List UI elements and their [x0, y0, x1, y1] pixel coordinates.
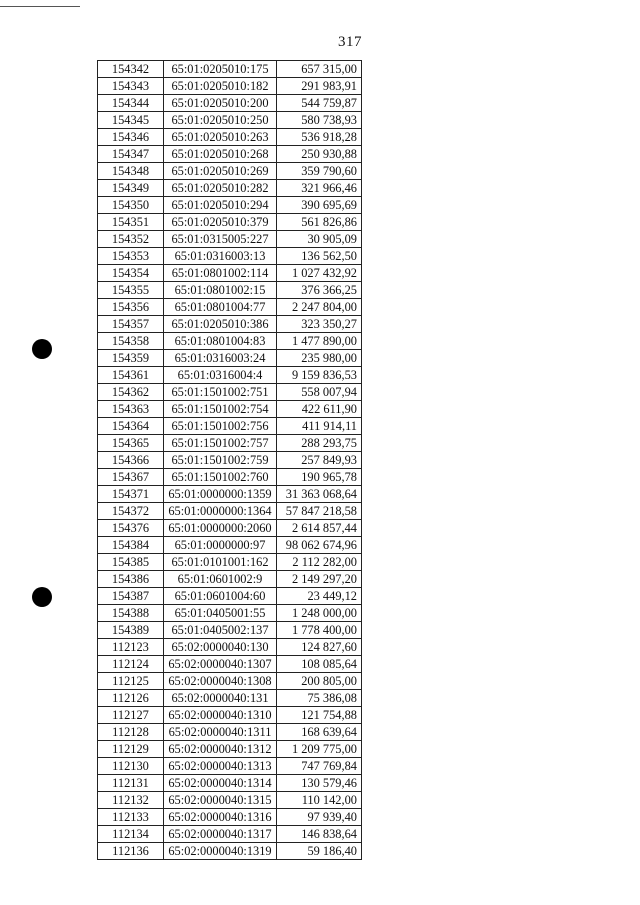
cadastral-value-cell: 1 209 775,00 — [277, 741, 362, 758]
table-row — [98, 333, 362, 350]
table-row — [98, 231, 362, 248]
cadastral-number-cell: 65:01:0205010:294 — [164, 197, 277, 214]
record-number-cell: 154354 — [98, 265, 164, 282]
cadastral-number-cell: 65:01:0205010:386 — [164, 316, 277, 333]
record-number-cell: 154386 — [98, 571, 164, 588]
table-row — [98, 469, 362, 486]
cadastral-number-cell: 65:01:0205010:282 — [164, 180, 277, 197]
registry-table — [97, 60, 362, 860]
cadastral-value-cell: 235 980,00 — [277, 350, 362, 367]
cadastral-value-cell: 9 159 836,53 — [277, 367, 362, 384]
table-row — [98, 163, 362, 180]
record-number-cell: 154362 — [98, 384, 164, 401]
cadastral-value-cell: 2 247 804,00 — [277, 299, 362, 316]
record-number-cell: 154350 — [98, 197, 164, 214]
cadastral-value-cell: 291 983,91 — [277, 78, 362, 95]
record-number-cell: 154358 — [98, 333, 164, 350]
cadastral-value-cell: 1 248 000,00 — [277, 605, 362, 622]
cadastral-value-cell: 422 611,90 — [277, 401, 362, 418]
table-row — [98, 792, 362, 809]
cadastral-number-cell: 65:01:0101001:162 — [164, 554, 277, 571]
cadastral-number-cell: 65:02:0000040:1308 — [164, 673, 277, 690]
table-row — [98, 452, 362, 469]
page-number: 317 — [338, 34, 362, 50]
table-row — [98, 350, 362, 367]
cadastral-number-cell: 65:02:0000040:1310 — [164, 707, 277, 724]
cadastral-number-cell: 65:01:0801002:15 — [164, 282, 277, 299]
cadastral-number-cell: 65:01:0315005:227 — [164, 231, 277, 248]
cadastral-value-cell: 124 827,60 — [277, 639, 362, 656]
cadastral-number-cell: 65:01:0405002:137 — [164, 622, 277, 639]
cadastral-number-cell: 65:01:0000000:1359 — [164, 486, 277, 503]
cadastral-number-cell: 65:02:0000040:1316 — [164, 809, 277, 826]
cadastral-number-cell: 65:01:0205010:250 — [164, 112, 277, 129]
record-number-cell: 112128 — [98, 724, 164, 741]
table-row — [98, 384, 362, 401]
table-row — [98, 826, 362, 843]
record-number-cell: 154352 — [98, 231, 164, 248]
top-edge-line — [0, 6, 80, 7]
record-number-cell: 154342 — [98, 61, 164, 78]
cadastral-number-cell: 65:01:0000000:2060 — [164, 520, 277, 537]
cadastral-number-cell: 65:02:0000040:1317 — [164, 826, 277, 843]
cadastral-number-cell: 65:02:0000040:1307 — [164, 656, 277, 673]
record-number-cell: 154372 — [98, 503, 164, 520]
cadastral-number-cell: 65:02:0000040:130 — [164, 639, 277, 656]
table-row — [98, 95, 362, 112]
cadastral-value-cell: 1 477 890,00 — [277, 333, 362, 350]
cadastral-value-cell: 75 386,08 — [277, 690, 362, 707]
record-number-cell: 112136 — [98, 843, 164, 860]
cadastral-number-cell: 65:01:1501002:754 — [164, 401, 277, 418]
table-row — [98, 588, 362, 605]
cadastral-value-cell: 544 759,87 — [277, 95, 362, 112]
table-row — [98, 282, 362, 299]
record-number-cell: 154365 — [98, 435, 164, 452]
cadastral-value-cell: 130 579,46 — [277, 775, 362, 792]
table-row — [98, 673, 362, 690]
table-row — [98, 146, 362, 163]
record-number-cell: 154355 — [98, 282, 164, 299]
table-row — [98, 299, 362, 316]
cadastral-value-cell: 2 112 282,00 — [277, 554, 362, 571]
cadastral-number-cell: 65:02:0000040:131 — [164, 690, 277, 707]
punch-hole — [32, 587, 52, 607]
cadastral-number-cell: 65:01:1501002:757 — [164, 435, 277, 452]
cadastral-value-cell: 23 449,12 — [277, 588, 362, 605]
cadastral-value-cell: 59 186,40 — [277, 843, 362, 860]
punch-hole — [32, 339, 52, 359]
cadastral-value-cell: 168 639,64 — [277, 724, 362, 741]
record-number-cell: 112129 — [98, 741, 164, 758]
cadastral-value-cell: 98 062 674,96 — [277, 537, 362, 554]
table-row — [98, 112, 362, 129]
record-number-cell: 154357 — [98, 316, 164, 333]
cadastral-value-cell: 376 366,25 — [277, 282, 362, 299]
cadastral-number-cell: 65:01:0601002:9 — [164, 571, 277, 588]
cadastral-number-cell: 65:01:0205010:175 — [164, 61, 277, 78]
record-number-cell: 154361 — [98, 367, 164, 384]
table-row — [98, 61, 362, 78]
table-row — [98, 248, 362, 265]
cadastral-number-cell: 65:02:0000040:1312 — [164, 741, 277, 758]
cadastral-number-cell: 65:01:0205010:200 — [164, 95, 277, 112]
record-number-cell: 112123 — [98, 639, 164, 656]
record-number-cell: 154367 — [98, 469, 164, 486]
cadastral-value-cell: 250 930,88 — [277, 146, 362, 163]
cadastral-value-cell: 200 805,00 — [277, 673, 362, 690]
cadastral-value-cell: 536 918,28 — [277, 129, 362, 146]
record-number-cell: 112124 — [98, 656, 164, 673]
cadastral-value-cell: 1 778 400,00 — [277, 622, 362, 639]
table-row — [98, 367, 362, 384]
cadastral-value-cell: 2 149 297,20 — [277, 571, 362, 588]
cadastral-number-cell: 65:01:0601004:60 — [164, 588, 277, 605]
cadastral-number-cell: 65:02:0000040:1313 — [164, 758, 277, 775]
cadastral-value-cell: 321 966,46 — [277, 180, 362, 197]
table-row — [98, 214, 362, 231]
record-number-cell: 112131 — [98, 775, 164, 792]
record-number-cell: 154389 — [98, 622, 164, 639]
table-row — [98, 554, 362, 571]
table-row — [98, 605, 362, 622]
table-row — [98, 180, 362, 197]
cadastral-number-cell: 65:01:0801004:83 — [164, 333, 277, 350]
table-row — [98, 435, 362, 452]
table-row — [98, 843, 362, 860]
record-number-cell: 154371 — [98, 486, 164, 503]
cadastral-value-cell: 561 826,86 — [277, 214, 362, 231]
registry-table-body — [98, 61, 362, 860]
cadastral-value-cell: 657 315,00 — [277, 61, 362, 78]
table-row — [98, 520, 362, 537]
cadastral-value-cell: 323 350,27 — [277, 316, 362, 333]
record-number-cell: 112134 — [98, 826, 164, 843]
cadastral-number-cell: 65:01:1501002:760 — [164, 469, 277, 486]
cadastral-number-cell: 65:01:0000000:97 — [164, 537, 277, 554]
cadastral-number-cell: 65:01:0205010:269 — [164, 163, 277, 180]
cadastral-number-cell: 65:01:0205010:182 — [164, 78, 277, 95]
cadastral-value-cell: 288 293,75 — [277, 435, 362, 452]
cadastral-number-cell: 65:02:0000040:1314 — [164, 775, 277, 792]
cadastral-number-cell: 65:01:0000000:1364 — [164, 503, 277, 520]
table-row — [98, 486, 362, 503]
record-number-cell: 154359 — [98, 350, 164, 367]
record-number-cell: 154388 — [98, 605, 164, 622]
cadastral-number-cell: 65:01:0205010:268 — [164, 146, 277, 163]
cadastral-value-cell: 2 614 857,44 — [277, 520, 362, 537]
record-number-cell: 154349 — [98, 180, 164, 197]
cadastral-value-cell: 146 838,64 — [277, 826, 362, 843]
record-number-cell: 154345 — [98, 112, 164, 129]
cadastral-value-cell: 257 849,93 — [277, 452, 362, 469]
cadastral-value-cell: 108 085,64 — [277, 656, 362, 673]
record-number-cell: 154376 — [98, 520, 164, 537]
cadastral-value-cell: 97 939,40 — [277, 809, 362, 826]
record-number-cell: 154347 — [98, 146, 164, 163]
cadastral-number-cell: 65:01:0801004:77 — [164, 299, 277, 316]
record-number-cell: 154344 — [98, 95, 164, 112]
record-number-cell: 154356 — [98, 299, 164, 316]
cadastral-number-cell: 65:01:1501002:759 — [164, 452, 277, 469]
cadastral-number-cell: 65:01:0316003:13 — [164, 248, 277, 265]
cadastral-number-cell: 65:01:0801002:114 — [164, 265, 277, 282]
record-number-cell: 154364 — [98, 418, 164, 435]
cadastral-value-cell: 57 847 218,58 — [277, 503, 362, 520]
record-number-cell: 154384 — [98, 537, 164, 554]
cadastral-value-cell: 558 007,94 — [277, 384, 362, 401]
cadastral-value-cell: 121 754,88 — [277, 707, 362, 724]
cadastral-value-cell: 411 914,11 — [277, 418, 362, 435]
cadastral-value-cell: 359 790,60 — [277, 163, 362, 180]
cadastral-value-cell: 580 738,93 — [277, 112, 362, 129]
table-row — [98, 503, 362, 520]
cadastral-value-cell: 136 562,50 — [277, 248, 362, 265]
record-number-cell: 112132 — [98, 792, 164, 809]
cadastral-value-cell: 30 905,09 — [277, 231, 362, 248]
table-row — [98, 129, 362, 146]
table-row — [98, 758, 362, 775]
cadastral-value-cell: 31 363 068,64 — [277, 486, 362, 503]
cadastral-value-cell: 747 769,84 — [277, 758, 362, 775]
record-number-cell: 112133 — [98, 809, 164, 826]
record-number-cell: 154351 — [98, 214, 164, 231]
table-row — [98, 197, 362, 214]
cadastral-number-cell: 65:01:1501002:756 — [164, 418, 277, 435]
record-number-cell: 112126 — [98, 690, 164, 707]
table-row — [98, 401, 362, 418]
table-row — [98, 265, 362, 282]
record-number-cell: 154343 — [98, 78, 164, 95]
table-row — [98, 537, 362, 554]
cadastral-value-cell: 110 142,00 — [277, 792, 362, 809]
table-row — [98, 775, 362, 792]
cadastral-number-cell: 65:02:0000040:1319 — [164, 843, 277, 860]
table-row — [98, 741, 362, 758]
cadastral-number-cell: 65:02:0000040:1311 — [164, 724, 277, 741]
table-row — [98, 316, 362, 333]
record-number-cell: 154346 — [98, 129, 164, 146]
record-number-cell: 154363 — [98, 401, 164, 418]
cadastral-number-cell: 65:01:1501002:751 — [164, 384, 277, 401]
record-number-cell: 112125 — [98, 673, 164, 690]
table-row — [98, 622, 362, 639]
cadastral-number-cell: 65:01:0205010:379 — [164, 214, 277, 231]
table-row — [98, 809, 362, 826]
cadastral-number-cell: 65:01:0205010:263 — [164, 129, 277, 146]
cadastral-number-cell: 65:01:0405001:55 — [164, 605, 277, 622]
table-row — [98, 639, 362, 656]
cadastral-number-cell: 65:02:0000040:1315 — [164, 792, 277, 809]
table-row — [98, 724, 362, 741]
cadastral-number-cell: 65:01:0316003:24 — [164, 350, 277, 367]
record-number-cell: 154348 — [98, 163, 164, 180]
table-row — [98, 78, 362, 95]
cadastral-value-cell: 1 027 432,92 — [277, 265, 362, 282]
cadastral-value-cell: 190 965,78 — [277, 469, 362, 486]
table-row — [98, 656, 362, 673]
table-row — [98, 571, 362, 588]
table-row — [98, 690, 362, 707]
table-row — [98, 707, 362, 724]
record-number-cell: 154353 — [98, 248, 164, 265]
cadastral-value-cell: 390 695,69 — [277, 197, 362, 214]
record-number-cell: 112130 — [98, 758, 164, 775]
cadastral-number-cell: 65:01:0316004:4 — [164, 367, 277, 384]
record-number-cell: 112127 — [98, 707, 164, 724]
record-number-cell: 154366 — [98, 452, 164, 469]
record-number-cell: 154387 — [98, 588, 164, 605]
record-number-cell: 154385 — [98, 554, 164, 571]
table-row — [98, 418, 362, 435]
